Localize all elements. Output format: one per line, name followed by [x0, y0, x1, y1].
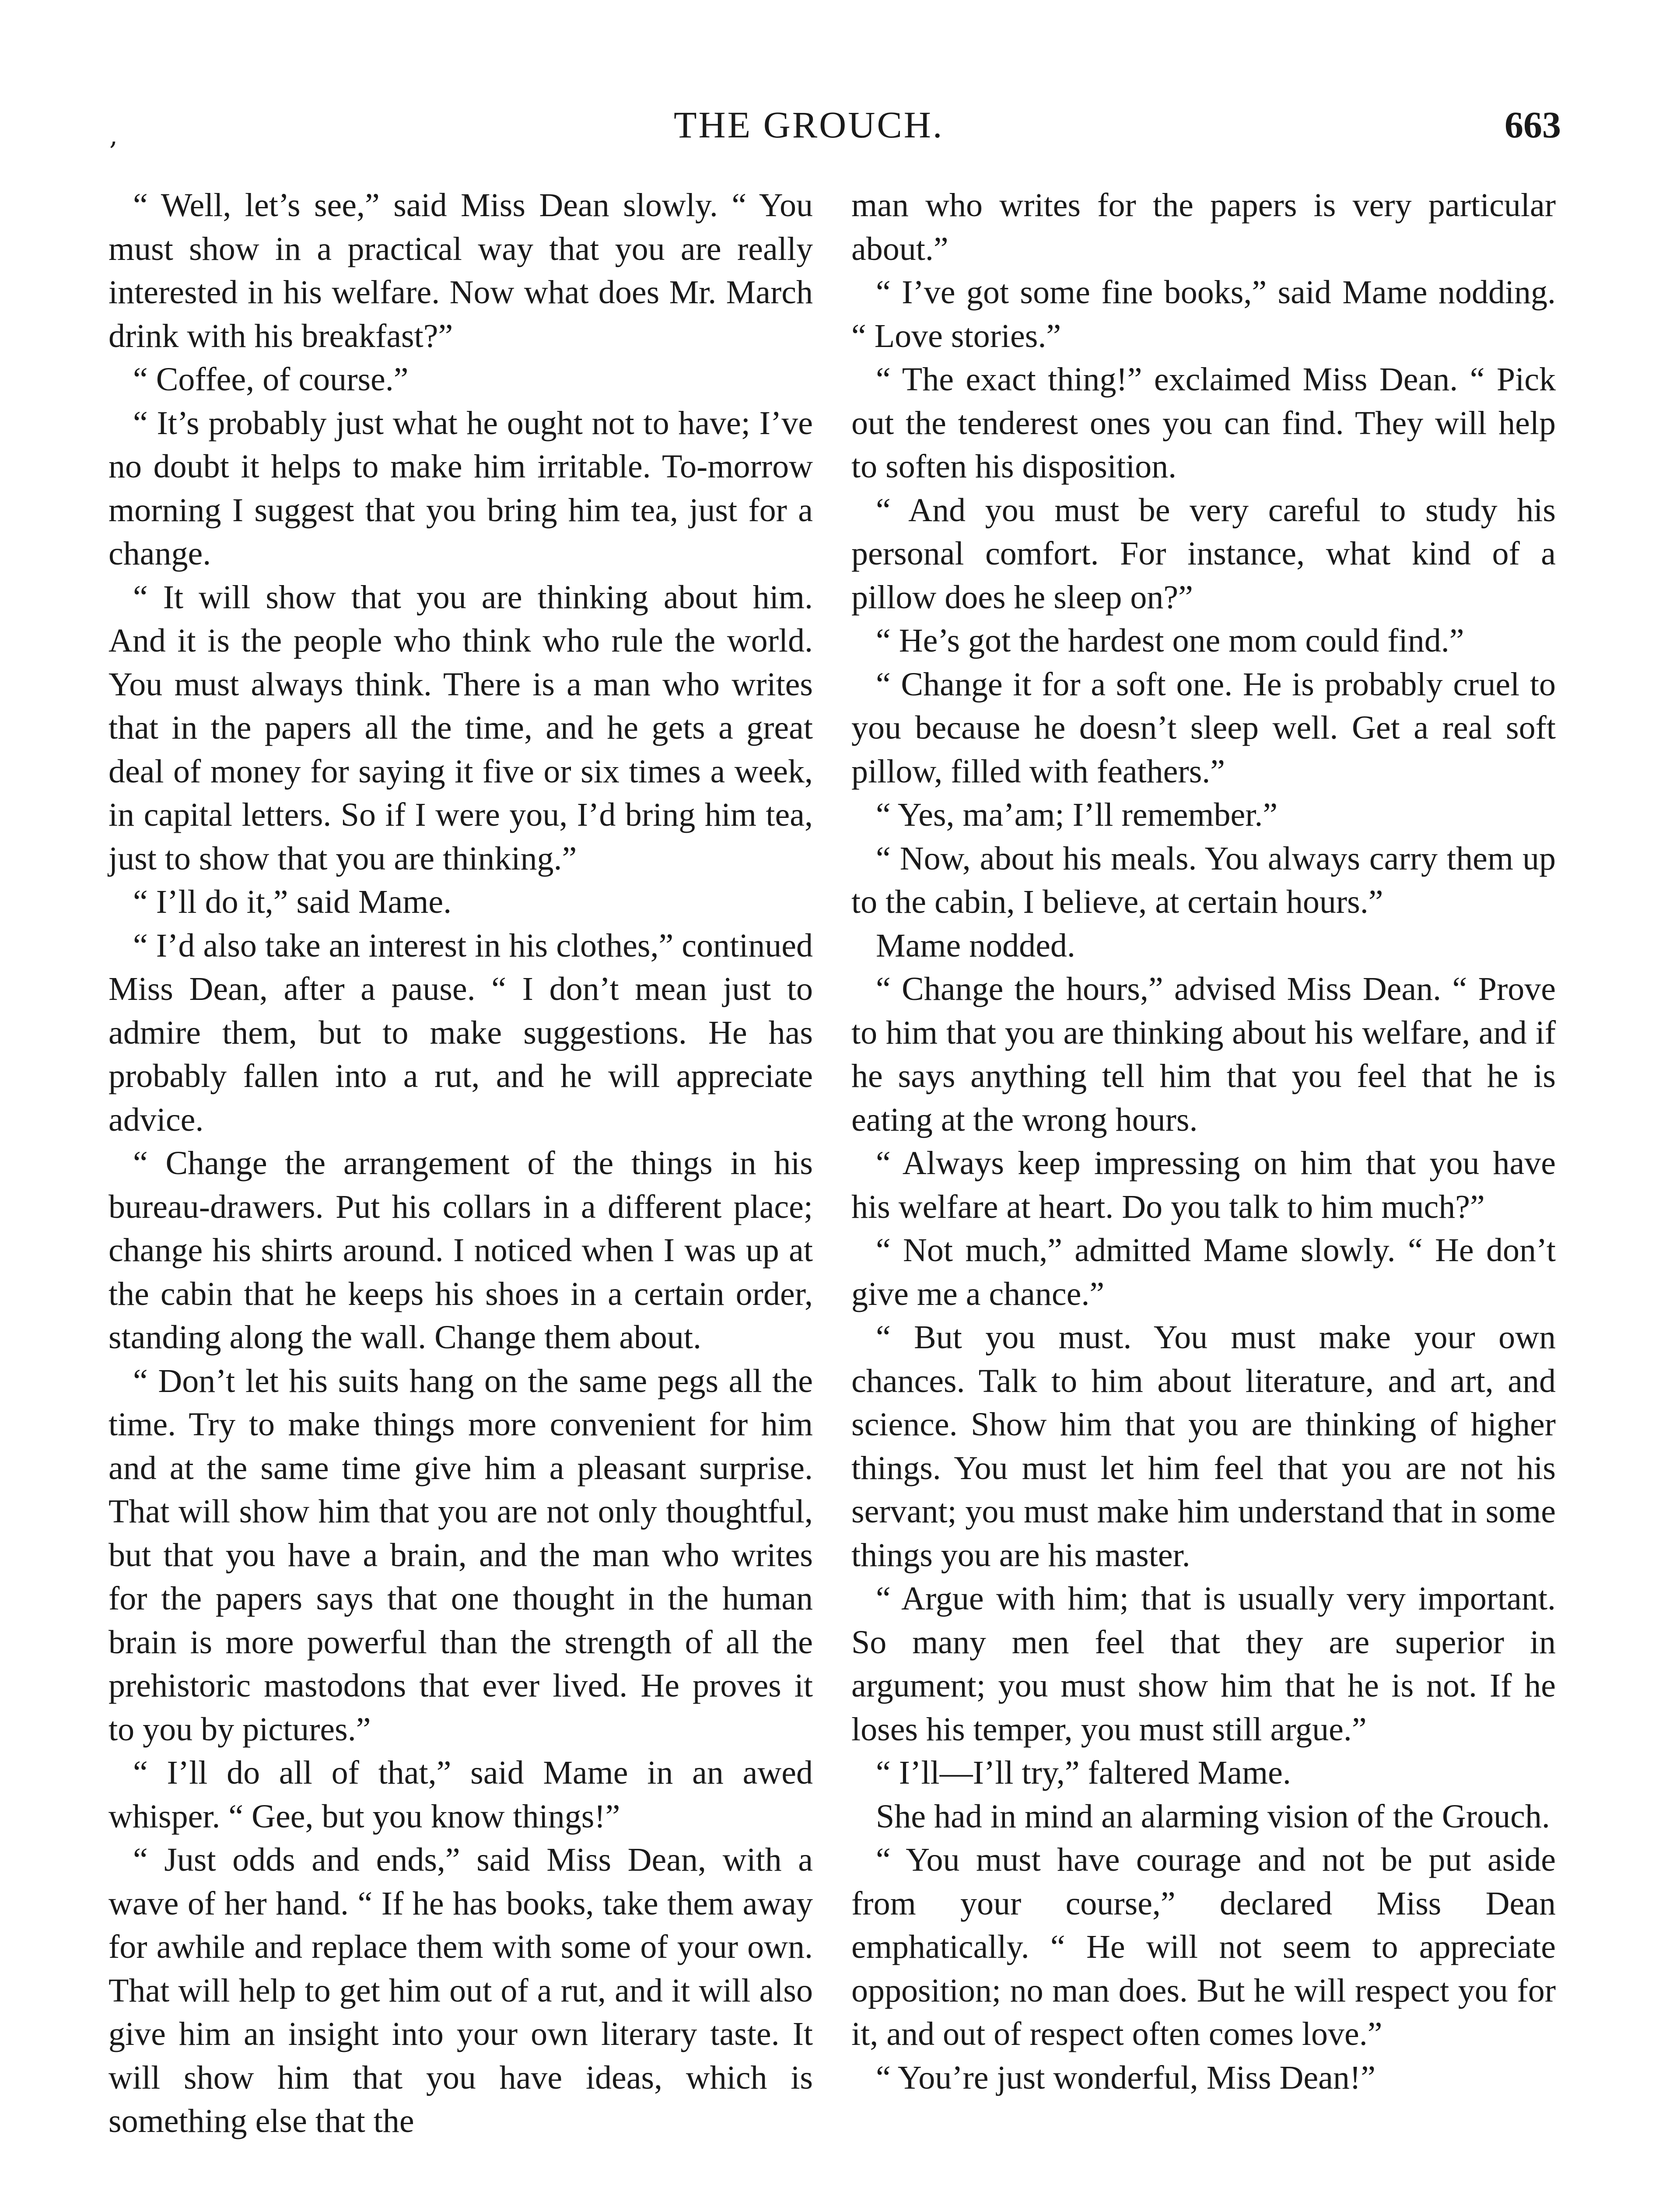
paragraph: Mame nodded.	[876, 927, 1075, 964]
paragraph: “ The exact thing!” exclaimed Miss Dean. “ Pick out the tenderest ones you can find. They will help to soften his disposition.	[851, 361, 1556, 485]
paragraph: “ You’re just wonderful, Miss Dean!”	[876, 2059, 1376, 2096]
paragraph: “ Change it for a soft one. He is probably cruel to you because he doesn’t sleep well. Get a real soft pillow, filled with feathers.”	[851, 666, 1556, 790]
right-column	[851, 184, 1556, 2100]
paragraph: “ Just odds and ends,” said Miss Dean, with a wave of her hand. “ If he has books, take them away for awhile and replace them with some of your own. That will help to get him out of a rut, and it will also give him an insight into your own literary taste. It will show him that you have ideas, which is something else that the	[108, 1841, 813, 2139]
paragraph: “ I’ll do it,” said Mame.	[133, 884, 452, 920]
paragraph: “ I’ve got some fine books,” said Mame nodding. “ Love stories.”	[851, 274, 1556, 354]
paragraph: man who writes for the papers is very particular about.”	[851, 187, 1556, 267]
paragraph: “ I’d also take an interest in his clothes,” continued Miss Dean, after a pause. “ I don’t mean just to admire them, but to make suggestions. He has probably fallen into a rut, and he will appreciate advice.	[108, 927, 813, 1138]
paragraph: She had in mind an alarming vision of the Grouch.	[876, 1798, 1550, 1835]
paragraph: “ Not much,” admitted Mame slowly. “ He don’t give me a chance.”	[851, 1232, 1556, 1312]
paragraph: “ Now, about his meals. You always carry them up to the cabin, I believe, at certain hours.”	[851, 840, 1556, 920]
paragraph: “ Change the arrangement of the things in his bureau-drawers. Put his collars in a different place; change his shirts around. I noticed when I was up at the cabin that he keeps his shoes in a certain order, standing along the wall. Change them about.	[108, 1145, 813, 1356]
paragraph: “ And you must be very careful to study his personal comfort. For instance, what kind of a pillow does he sleep on?”	[851, 491, 1556, 616]
paragraph: “ Argue with him; that is usually very important. So many men feel that they are superior in argument; you must show him that he is not. If he loses his temper, you must still argue.”	[851, 1580, 1556, 1748]
page-number: 663	[1505, 104, 1561, 146]
paragraph: “ Always keep impressing on him that you have his welfare at heart. Do you talk to him much?”	[851, 1145, 1556, 1225]
paragraph: “ But you must. You must make your own chances. Talk to him about literature, and art, and science. Show him that you are thinking of higher things. You must let him feel that you are not his servant; you must make him understand that in some things you are his master.	[851, 1319, 1556, 1574]
paragraph: “ It’s probably just what he ought not to have; I’ve no doubt it helps to make him irritable. To-morrow morning I suggest that you bring him tea, just for a change.	[108, 404, 813, 572]
paragraph: “ Well, let’s see,” said Miss Dean slowly. “ You must show in a practical way that you are really interested in his welfare. Now what does Mr. March drink with his breakfast?”	[108, 187, 813, 354]
running-title: THE GROUCH.	[674, 104, 944, 146]
paragraph: “ Don’t let his suits hang on the same pegs all the time. Try to make things more convenient for him and at the same time give him a pleasant surprise. That will show him that you are not only thoughtful, but that you have a brain, and the man who writes for the papers says that one thought in the human brain is more powerful than the strength of all the prehistoric mastodons that ever lived. He proves it to you by pictures.”	[108, 1362, 813, 1748]
paragraph: “ Coffee, of course.”	[133, 361, 409, 398]
stray-mark: ,	[109, 120, 118, 151]
running-header	[0, 103, 1680, 151]
paragraph: “ It will show that you are thinking about him. And it is the people who think who rule the world. You must always think. There is a man who writes that in the papers all the time, and he gets a great deal of money for saying it five or six times a week, in capital letters. So if I were you, I’d bring him tea, just to show that you are thinking.”	[108, 579, 813, 877]
paragraph: “ He’s got the hardest one mom could find.”	[876, 622, 1464, 659]
paragraph: “ Change the hours,” advised Miss Dean. “ Prove to him that you are thinking about his welfare, and if he says anything tell him that you feel that he is eating at the wrong hours.	[851, 971, 1556, 1138]
paragraph: “ I’ll do all of that,” said Mame in an awed whisper. “ Gee, but you know things!”	[108, 1754, 813, 1835]
left-column	[108, 184, 813, 2143]
paragraph: “ Yes, ma’am; I’ll remember.”	[876, 796, 1278, 833]
paragraph: “ I’ll—I’ll try,” faltered Mame.	[876, 1754, 1291, 1791]
paragraph: “ You must have courage and not be put aside from your course,” declared Miss Dean emphatically. “ He will not seem to appreciate opposition; no man does. But he will respect you for it, and out of respect often comes love.”	[851, 1841, 1556, 2052]
